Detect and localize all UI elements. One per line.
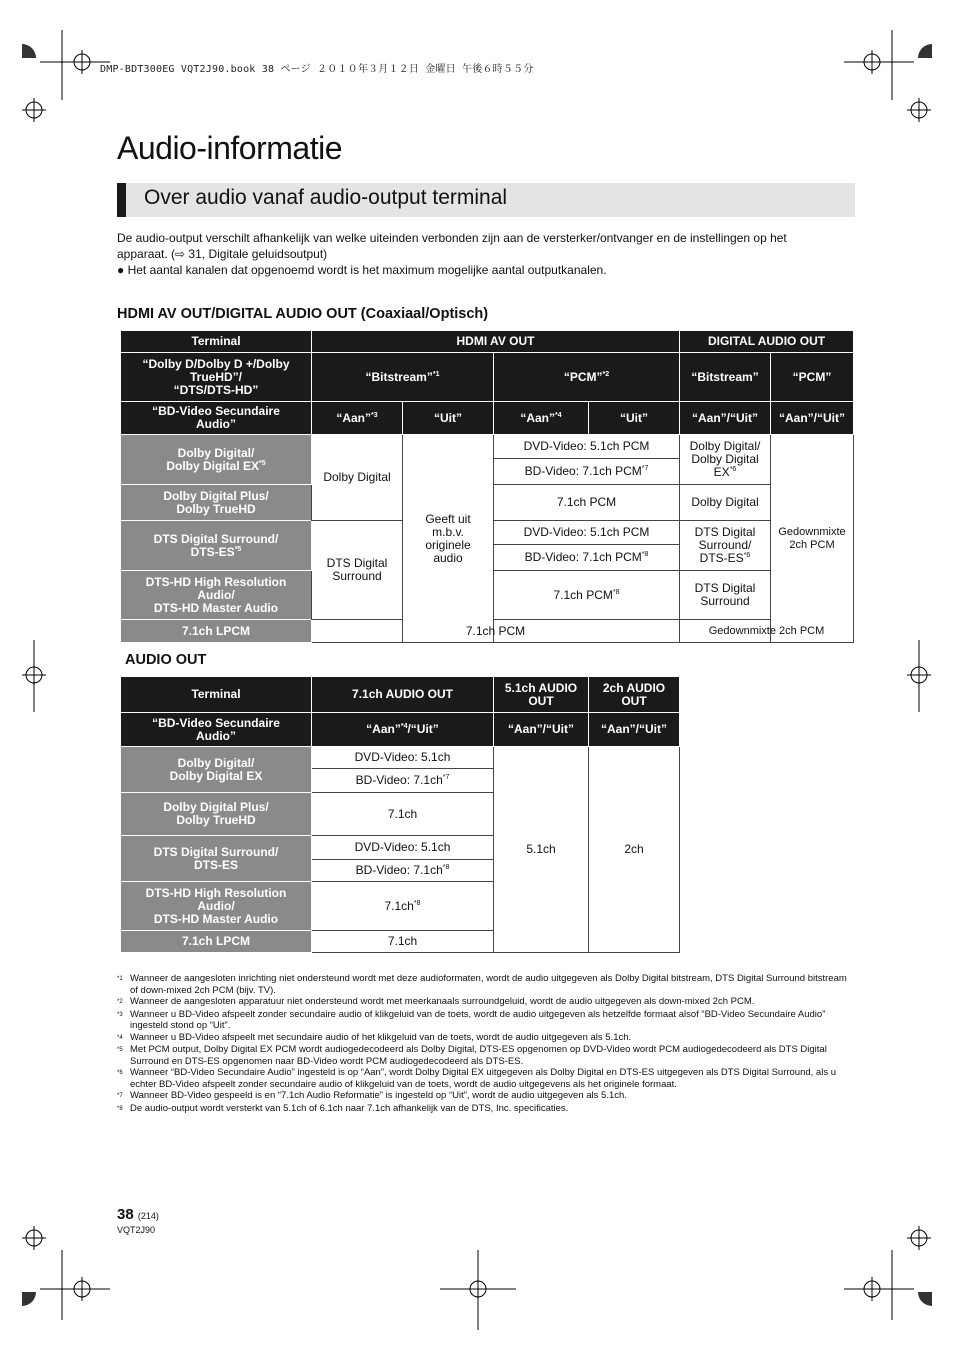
cell-pcm71-b: 7.1ch PCM$^{*8}$: [494, 571, 680, 620]
page-title: Audio-informatie: [117, 130, 342, 166]
ao-cell-71ch-c: 7.1ch: [312, 931, 494, 953]
ao-row-dolby-digital: Dolby Digital/ Dolby Digital EX: [121, 747, 312, 793]
cell-dts-ds-out: DTS Digital Surround: [680, 571, 771, 620]
cell-dts-es: DTS Digital Surround/ DTS-ES$^{*6}$: [680, 521, 771, 571]
ao-hdr-71: 7.1ch AUDIO OUT: [312, 677, 494, 713]
hdr-format-label: “Dolby D/Dolby D +/Dolby TrueHD”/ “DTS/DTS-HD”: [121, 353, 312, 402]
row-dts-digital-surround: DTS Digital Surround/ DTS-ES$^{*5}$: [121, 521, 312, 571]
intro-text: [117, 230, 847, 278]
ao-cell-dvd51-b: DVD-Video: 5.1ch: [312, 836, 494, 860]
footnote: *8 De audio-output wordt versterkt van 5.1ch of 6.1ch naar 7.1ch afhankelijk van de DTS, Inc. specificaties.: [117, 1102, 569, 1114]
cell-dts-digital-surround: DTS Digital Surround: [312, 521, 403, 620]
ao-cell-71ch-a: 7.1ch: [312, 793, 494, 836]
ao-cell-dvd51-a: DVD-Video: 5.1ch: [312, 747, 494, 769]
footnote: *3 Wanneer u BD-Video afspeelt zonder secundaire audio of klikgeluid van de toets, wordt de audio uitgegeven als hetzelfde formaat alsof “BD-Video Secundaire Audio” ingesteld stond op “Uit”.: [117, 1008, 826, 1031]
ao-cell-51ch: 5.1ch: [494, 747, 589, 953]
cell-dolby-digital: Dolby Digital: [312, 435, 403, 521]
hdmi-heading: HDMI AV OUT/DIGITAL AUDIO OUT (Coaxiaal/Optisch): [117, 306, 489, 322]
ao-hdr-51: 5.1ch AUDIO OUT: [494, 677, 589, 713]
footnote: *6 Wanneer “BD-Video Secundaire Audio” ingesteld is op “Aan”, wordt Dolby Digital EX uitgegeven als Dolby Digital en DTS-ES uitgegeven als DTS Digital Surround, als u echter BD-Video afspeelt zonder secundaire audio of klikgeluid van de toets, wordt de audio uitgegevens als het originele formaat.: [117, 1067, 836, 1090]
hdr-aan-2: “Aan”$^{*4}$: [494, 402, 589, 435]
ao-aan-uit-51: “Aan”/“Uit”: [494, 713, 589, 747]
page-number: 38 (214): [117, 1206, 159, 1223]
hdr-pcm-digital: “PCM”: [771, 353, 854, 402]
section-title: Over audio vanaf audio-output terminal: [144, 186, 508, 209]
ao-cell-bd71-a: BD-Video: $7.1ch^{*7}$: [312, 769, 494, 793]
section-bar: [117, 183, 126, 217]
row-lpcm: 7.1ch LPCM: [121, 620, 312, 643]
cell-lpcm-hdmi: 7.1ch PCM: [312, 620, 680, 643]
footnote: *2 Wanneer de aangesloten apparatuur niet ondersteund wordt met meerkanaals surroundgeluid, wordt de audio uitgegeven als down-mixed 2ch PCM.: [117, 996, 755, 1007]
hdr-aan-uit-2: “Aan”/“Uit”: [771, 402, 854, 435]
cell-lpcm-digital: Gedownmixte 2ch PCM: [680, 620, 854, 643]
hdr-uit-1: “Uit”: [403, 402, 494, 435]
ao-row-dts-hd: DTS-HD High Resolution Audio/ DTS-HD Master Audio: [121, 882, 312, 931]
hdr-hdmi-av-out: HDMI AV OUT: [312, 331, 680, 353]
audio-out-table: [120, 676, 680, 953]
audio-out-heading: AUDIO OUT: [125, 652, 207, 668]
hdr-bitstream-hdmi: “Bitstream”$^{*1}$: [312, 353, 494, 402]
ao-row-dolby-digital-plus: Dolby Digital Plus/ Dolby TrueHD: [121, 793, 312, 836]
cell-dvd-51-pcm-a: DVD-Video: 5.1ch PCM: [494, 435, 680, 459]
cell-bd-71-pcm-a: BD-Video: 7.1ch PCM$^{*7}$: [494, 459, 680, 485]
cell-geeft-uit: Geeft uit m.b.v. originele audio: [403, 435, 494, 643]
row-dolby-digital-plus: Dolby Digital Plus/ Dolby TrueHD: [121, 485, 312, 521]
hdr-aan-uit-1: “Aan”/“Uit”: [680, 402, 771, 435]
intro-p2: apparaat. (⇨ 31, Digitale geluidsoutput): [117, 247, 328, 261]
hdr-pcm-hdmi: “PCM”$^{*2}$: [494, 353, 680, 402]
row-dolby-digital: Dolby Digital/ Dolby Digital EX$^{*5}$: [121, 435, 312, 485]
ao-hdr-2: 2ch AUDIO OUT: [589, 677, 680, 713]
cell-pcm71-a: 7.1ch PCM: [494, 485, 680, 521]
ao-row-lpcm: 7.1ch LPCM: [121, 931, 312, 953]
ao-aan-uit-2: “Aan”/“Uit”: [589, 713, 680, 747]
section-header: [117, 183, 855, 217]
footnote: *4 Wanneer u BD-Video afspeelt met secundaire audio of het klikgeluid van de toets, wordt de audio uitgegeven als 5.1ch.: [117, 1031, 632, 1043]
ao-cell-2ch: 2ch: [589, 747, 680, 953]
cell-gedownmixte: Gedownmixte 2ch PCM: [771, 435, 854, 643]
cell-ddex: Dolby Digital/ Dolby Digital EX$^{*6}$: [680, 435, 771, 485]
ao-cell-bd71-b: BD-Video: $7.1ch^{*8}$: [312, 860, 494, 882]
footnote: *7 Wanneer BD-Video gespeeld is en “7.1ch Audio Reformatie” is ingesteld op “Uit”, wordt de audio uitgegeven als 5.1ch.: [117, 1090, 627, 1101]
hdr-aan-1: “Aan”$^{*3}$: [312, 402, 403, 435]
footnotes: [117, 973, 847, 1115]
footnote: *5 Met PCM output, Dolby Digital EX PCM wordt audiogedecodeerd als Dolby Digital, DTS-ES opgenomen op DVD-Video wordt PCM audiogedecodeerd als DTS Digital Surround en DTS-ES opgenomen naar BD-Video wordt PCM audiogedecodeerd als DTS-ES.: [117, 1044, 827, 1067]
intro-bullet: ● Het aantal kanalen dat opgenoemd wordt is het maximum mogelijke aantal outputkanalen.: [117, 263, 607, 277]
hdr-secundaire-label: “BD-Video Secundaire Audio”: [121, 402, 312, 435]
hdr-bitstream-digital: “Bitstream”: [680, 353, 771, 402]
cell-bd-71-pcm-b: BD-Video: 7.1ch PCM$^{*8}$: [494, 545, 680, 571]
intro-p1: De audio-output verschilt afhankelijk van welke uiteinden verbonden zijn aan de versterker/ontvanger en de instellingen op het: [117, 231, 787, 245]
hdr-terminal: Terminal: [121, 331, 312, 353]
footnote: *1 Wanneer de aangesloten inrichting niet ondersteund wordt met deze audioformaten, wordt de audio uitgegeven als Dolby Digital bitstream, DTS Digital Surround bitstream of down-mixed 2ch PCM (bijv. TV).: [117, 973, 847, 996]
ao-aan-uit-71: “Aan”$^{*4}$/“Uit”: [312, 713, 494, 747]
ao-row-dts: DTS Digital Surround/ DTS-ES: [121, 836, 312, 882]
row-dts-hd: DTS-HD High Resolution Audio/ DTS-HD Master Audio: [121, 571, 312, 620]
doc-code: VQT2J90: [117, 1225, 156, 1235]
ao-hdr-terminal: Terminal: [121, 677, 312, 713]
hdr-digital-audio-out: DIGITAL AUDIO OUT: [680, 331, 854, 353]
book-header-line: DMP-BDT300EG VQT2J90.book 38 ページ ２０１０年３月１２日 金曜日 午後６時５５分: [100, 64, 534, 75]
cell-dvd-51-pcm-b: DVD-Video: 5.1ch PCM: [494, 521, 680, 545]
cell-dolby-digital-out: Dolby Digital: [680, 485, 771, 521]
hdmi-table: [120, 330, 854, 643]
ao-cell-71ch-b: $7.1ch^{*8}$: [312, 882, 494, 931]
ao-hdr-secundaire: “BD-Video Secundaire Audio”: [121, 713, 312, 747]
hdr-uit-2: “Uit”: [589, 402, 680, 435]
